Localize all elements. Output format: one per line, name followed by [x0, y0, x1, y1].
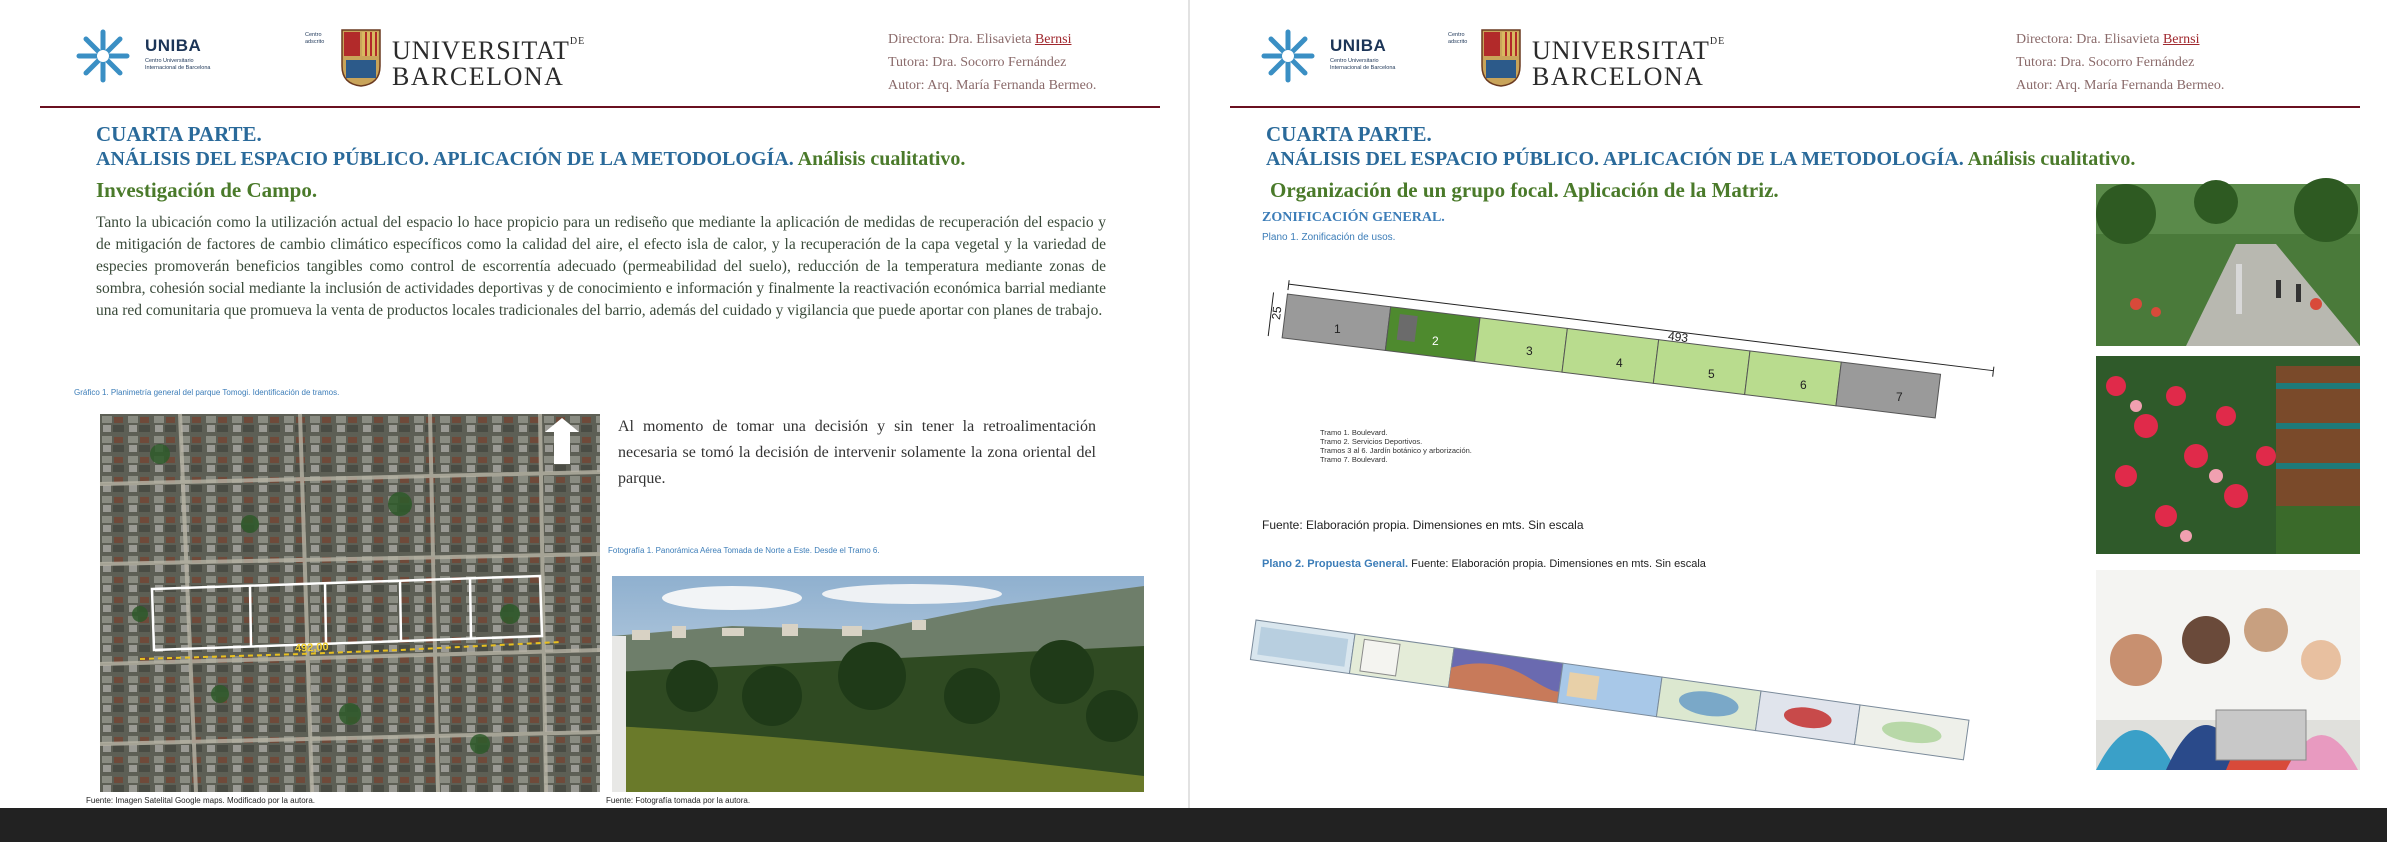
- photo-source: Fuente: Fotografía tomada por la autora.: [606, 796, 751, 805]
- legend-item: Tramos 3 al 6. Jardín botánico y arborización.: [1320, 446, 1472, 455]
- uniba-logo: [75, 30, 295, 82]
- proposal-plan: [1256, 600, 2016, 800]
- photo-caption: Fotografía 1. Panorámica Aérea Tomada de Norte a Este. Desde el Tramo 6.: [608, 546, 880, 555]
- main-title: ANÁLISIS DEL ESPACIO PÚBLICO. APLICACIÓN DE LA METODOLOGÍA. Análisis cualitativo.: [1266, 148, 2136, 170]
- park-photo: [2096, 184, 2360, 346]
- park-photo-image: [2096, 184, 2360, 346]
- part-title: CUARTA PARTE.: [96, 122, 262, 146]
- dim-width: 25: [1268, 305, 1285, 321]
- header-rule: [1230, 106, 2360, 108]
- plan1-source: Fuente: Elaboración propia. Dimensiones en mts. Sin escala: [1262, 518, 1584, 532]
- flowers-photo-image: [2096, 356, 2360, 554]
- tutora-line: Tutora: Dra. Socorro Fernández: [2016, 55, 2195, 70]
- aerial-photo: [612, 576, 1144, 792]
- header-rule: [40, 106, 1160, 108]
- satellite-map-image: [100, 414, 600, 792]
- slide-header-right: [1196, 0, 2387, 106]
- legend-item: Tramo 1. Boulevard.: [1320, 428, 1388, 437]
- aerial-photo-image: [612, 576, 1144, 792]
- snowflake-icon: [1260, 28, 1316, 84]
- dim-length: 493: [1667, 328, 1689, 346]
- autor-line: Autor: Arq. María Fernanda Bermeo.: [2016, 78, 2225, 93]
- directora-line: Directora: Dra. Elisavieta Bernsi: [888, 32, 1072, 47]
- satellite-map: [100, 414, 600, 792]
- sub-title: Organización de un grupo focal. Aplicación de la Matriz.: [1270, 178, 1779, 202]
- uniba-subtitle: Centro Universitario Internacional de Barcelona: [145, 58, 211, 71]
- ub-name-line2: BARCELONA: [1532, 62, 1705, 91]
- main-title: ANÁLISIS DEL ESPACIO PÚBLICO. APLICACIÓN DE LA METODOLOGÍA. Análisis cualitativo.: [96, 148, 966, 170]
- shield-icon: [1480, 28, 1522, 88]
- snowflake-icon: [75, 28, 131, 84]
- uniba-logo-right: [1260, 30, 1480, 82]
- block-label: 7: [1896, 390, 1903, 404]
- uniba-name: UNIBA: [145, 36, 202, 55]
- block-label: 2: [1432, 334, 1439, 348]
- credits-right: [2016, 28, 2224, 97]
- part-title: CUARTA PARTE.: [1266, 122, 1432, 146]
- block-label: 1: [1334, 322, 1341, 336]
- group-photo-image: [2096, 570, 2360, 770]
- slide-right: [1196, 0, 2387, 808]
- ub-name-line1: $UNIVERSITAT^{DE}$: [392, 36, 586, 65]
- flowers-photo: [2096, 356, 2360, 554]
- small-tag: Centro adscrito: [1448, 32, 1468, 45]
- ub-logo-right: [1480, 28, 1740, 92]
- autor-line: Autor: Arq. María Fernanda Bermeo.: [888, 78, 1097, 93]
- small-tag: Centro adscrito: [305, 32, 325, 45]
- block-label: 6: [1800, 378, 1807, 392]
- legend-item: Tramo 2. Servicios Deportivos.: [1320, 437, 1423, 446]
- map-source: Fuente: Imagen Satelital Google maps. Modificado por la autora.: [86, 796, 316, 805]
- plan1-caption: Plano 1. Zonificación de usos.: [1262, 232, 1396, 243]
- uniba-subtitle: Centro Universitario Internacional de Barcelona: [1330, 58, 1396, 71]
- shield-icon: [340, 28, 382, 88]
- slide-left: [0, 0, 1190, 808]
- block-label: 5: [1708, 367, 1715, 381]
- directora-line: Directora: Dra. Elisavieta Bernsi: [2016, 32, 2200, 47]
- sub-title: Investigación de Campo.: [96, 178, 318, 202]
- legend-item: Tramo 7. Boulevard.: [1320, 455, 1388, 464]
- uniba-name: UNIBA: [1330, 36, 1387, 55]
- zoning-legend: [1320, 428, 1472, 464]
- ub-logo: [340, 28, 600, 92]
- ub-name-line1: $UNIVERSITAT^{DE}$: [1532, 36, 1726, 65]
- side-paragraph: Al momento de tomar una decisión y sin tener la retroalimentación necesaria se tomó la decisión de intervenir solamente la zona oriental del parque.: [618, 418, 1096, 487]
- ub-name-line2: BARCELONA: [392, 62, 565, 91]
- body-paragraph: Tanto la ubicación como la utilización actual del espacio lo hace propicio para un rediseño que mediante la aplicación de medidas de recuperación del espacio y de mitigación de factores de cambio climático específicos como la calidad del aire, el efecto isla de calor, y la recuperación de la capa vegetal y la variedad de especies promoverán beneficios tangibles como control de escorrentía adecuado (permeabilidad del suelo), reducción de la temperatura mediante zonas de sombra, cohesión social mediante la inclusión de actividades deportivas y de conocimiento e información y finalmente la reactivación económica barrial mediante una red comunitaria que promueva la venta de productos locales tradicionales del barrio, además del cuidado y vigilancia que puede aportar con planes de trabajo.: [96, 214, 1106, 319]
- zoning-title: ZONIFICACIÓN GENERAL.: [1262, 210, 1445, 225]
- plan2-caption: Plano 2. Propuesta General. Fuente: Elaboración propia. Dimensiones en mts. Sin escala: [1262, 558, 1706, 570]
- group-photo: [2096, 570, 2360, 770]
- slide-header: [0, 0, 1188, 106]
- credits: [888, 28, 1096, 97]
- map-dimension-label: 492,00: [294, 641, 329, 655]
- block-label: 4: [1616, 356, 1623, 370]
- bottom-bar: [0, 808, 2387, 842]
- block-label: 3: [1526, 344, 1533, 358]
- map-caption: Gráfico 1. Planimetría general del parque Tomogi. Identificación de tramos.: [74, 388, 340, 397]
- tutora-line: Tutora: Dra. Socorro Fernández: [888, 55, 1067, 70]
- proposal-plan-image: [1256, 600, 2016, 800]
